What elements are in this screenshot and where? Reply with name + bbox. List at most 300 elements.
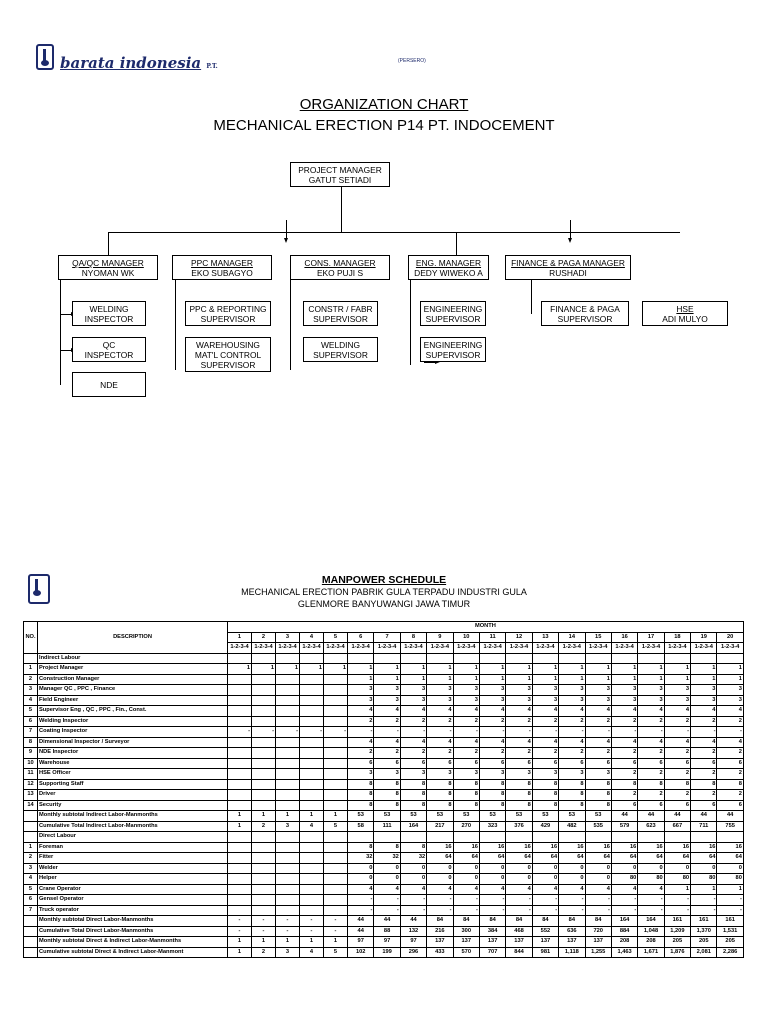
subtotal-value: 44 [717,811,743,822]
row-value: 8 [585,790,611,801]
row-value: 4 [691,737,717,748]
subtotal-value: 205 [664,937,690,948]
empty-cell [427,832,453,843]
week-label: 1-2-3-4 [559,643,585,654]
empty-cell [453,832,479,843]
row-value [252,905,276,916]
connector-eng-down [456,232,457,255]
row-desc: Crane Operator [38,884,228,895]
empty-cell [559,653,585,664]
row-value: 6 [717,758,743,769]
subtotal-value: 981 [532,947,558,958]
row-desc: Supervisor Eng , QC , PPC , Fin., Const. [38,706,228,717]
staff-line: INSPECTOR [84,314,134,324]
row-value: 8 [506,790,532,801]
row-value: 2 [532,748,558,759]
empty-cell [252,653,276,664]
row-value: 1 [664,884,690,895]
row-no: 6 [24,716,38,727]
row-value: 64 [479,853,505,864]
row-value: 6 [691,758,717,769]
row-value: 8 [559,790,585,801]
row-value: 0 [638,863,664,874]
row-value [228,884,252,895]
row-value [252,874,276,885]
row-no [24,937,38,948]
subtotal-row [24,947,744,958]
row-value [324,695,348,706]
row-value [300,748,324,759]
connector-fin-vert [531,280,532,314]
subtotal-value: 1,531 [717,926,743,937]
subtotal-value: - [228,926,252,937]
subtotal-value: 1 [324,811,348,822]
row-value: 8 [506,800,532,811]
row-value: 1 [506,664,532,675]
hse-box [642,301,728,326]
subtotal-desc: Cumulative Total Indirect Labor-Manmonths [38,821,228,832]
row-value: 1 [400,664,426,675]
staff-line: CONSTR / FABR [308,304,373,314]
row-value: - [585,727,611,738]
subtotal-value: 1 [300,937,324,948]
manpower-table [23,621,744,958]
subtotal-value: 132 [400,926,426,937]
subtotal-value: 711 [691,821,717,832]
row-value: - [585,905,611,916]
row-value: - [638,727,664,738]
week-label: 1-2-3-4 [506,643,532,654]
row-no [24,821,38,832]
manager-name: RUSHADI [549,268,587,278]
row-value [324,748,348,759]
subtotal-value: 667 [664,821,690,832]
row-value [276,884,300,895]
finance-paga-supervisor-box [541,301,629,326]
row-value: 8 [427,800,453,811]
row-value [276,674,300,685]
table-row [24,800,744,811]
row-value [300,853,324,864]
row-value [300,790,324,801]
row-value: 2 [638,748,664,759]
row-value [252,685,276,696]
row-no: 4 [24,874,38,885]
engineering-supervisor-box [420,301,486,326]
row-value: 2 [717,769,743,780]
month-number: 2 [252,632,276,643]
row-value: 1 [427,674,453,685]
subtotal-desc: Monthly subtotal Indirect Labor-Manmonths [38,811,228,822]
row-value: 0 [348,863,374,874]
row-value: 1 [348,674,374,685]
connector-ppc-vert [175,280,176,370]
row-value: 0 [348,874,374,885]
row-value: 3 [479,685,505,696]
month-number: 6 [348,632,374,643]
row-value: 3 [559,695,585,706]
row-value [276,695,300,706]
subtotal-value: 376 [506,821,532,832]
row-value [276,685,300,696]
row-value: - [300,727,324,738]
row-desc: Welding Inspector [38,716,228,727]
qa-qc-manager-box [58,255,158,280]
subtotal-row [24,821,744,832]
row-value: 4 [638,884,664,895]
row-value: 2 [559,748,585,759]
row-value: - [427,895,453,906]
subtotal-value: - [300,926,324,937]
row-value [252,884,276,895]
row-value: - [506,905,532,916]
subtotal-value: 552 [532,926,558,937]
staff-line: NDE [100,380,118,390]
row-value: 3 [664,695,690,706]
ppc-manager-box [172,255,272,280]
row-desc: Dimensional Inspector / Surveyor [38,737,228,748]
row-value: 0 [479,863,505,874]
empty-cell [559,832,585,843]
row-value: - [427,727,453,738]
row-value: 2 [611,790,637,801]
row-value: - [324,727,348,738]
row-no: 2 [24,674,38,685]
row-value: 6 [427,758,453,769]
row-value [300,674,324,685]
row-value: - [611,895,637,906]
subtotal-value: 44 [348,926,374,937]
row-value [228,716,252,727]
subtotal-value: 53 [374,811,400,822]
month-number: 3 [276,632,300,643]
week-label: 1-2-3-4 [400,643,426,654]
row-value [276,790,300,801]
row-value: 64 [691,853,717,864]
subtotal-value: 2,081 [691,947,717,958]
row-value: 16 [664,842,690,853]
row-value: 1 [664,674,690,685]
row-value: 8 [638,779,664,790]
row-value: - [559,727,585,738]
row-value [252,716,276,727]
row-value [324,779,348,790]
subtotal-value: 137 [453,937,479,948]
row-value: - [664,727,690,738]
row-value: 1 [664,664,690,675]
subtotal-value: 579 [611,821,637,832]
row-value [228,769,252,780]
month-number: 12 [506,632,532,643]
row-value: 6 [664,800,690,811]
row-value: 8 [664,779,690,790]
row-value: 2 [532,716,558,727]
manager-title: FINANCE & PAGA MANAGER [511,258,625,268]
row-value: 4 [427,737,453,748]
subtotal-value: 3 [276,947,300,958]
row-value: 2 [638,769,664,780]
row-value: - [479,905,505,916]
row-value [252,790,276,801]
row-value: - [691,905,717,916]
row-value: 0 [427,863,453,874]
week-label: 1-2-3-4 [717,643,743,654]
week-label: 1-2-3-4 [664,643,690,654]
row-no: 14 [24,800,38,811]
row-value: 2 [453,716,479,727]
month-number: 9 [427,632,453,643]
subtotal-value: 4 [300,947,324,958]
row-value: 3 [453,769,479,780]
persero-label: (PERSERO) [398,58,426,64]
row-value: 80 [638,874,664,885]
row-value: 4 [532,737,558,748]
empty-cell [664,653,690,664]
row-value: 2 [479,748,505,759]
subtotal-value: 53 [427,811,453,822]
row-value: 16 [559,842,585,853]
row-value: 0 [400,874,426,885]
row-value: 8 [506,779,532,790]
row-value: 4 [611,706,637,717]
row-value: 4 [400,737,426,748]
row-desc: Supporting Staff [38,779,228,790]
subtotal-value: 53 [559,811,585,822]
row-value: - [348,895,374,906]
row-value: 1 [252,664,276,675]
subtotal-value: 208 [638,937,664,948]
row-desc: Security [38,800,228,811]
row-value: 3 [348,769,374,780]
empty-cell [717,653,743,664]
subtotal-value: - [324,916,348,927]
empty-cell [453,653,479,664]
row-value: 2 [611,716,637,727]
subtotal-value: 1,671 [638,947,664,958]
row-no: 13 [24,790,38,801]
subtotal-value: 296 [400,947,426,958]
row-value [228,800,252,811]
row-value: 3 [585,695,611,706]
row-desc: Field Engineer [38,695,228,706]
subtotal-value: - [228,916,252,927]
row-value [276,842,300,853]
row-value: 0 [532,874,558,885]
subtotal-value: 44 [638,811,664,822]
subtotal-value: 429 [532,821,558,832]
subtotal-value: - [324,926,348,937]
row-value: 3 [479,695,505,706]
manager-name: EKO PUJI S [316,268,364,278]
company-logo-icon [36,44,54,70]
row-no: 5 [24,884,38,895]
row-value: 8 [479,790,505,801]
arrow-down-icon [284,238,288,243]
row-value: 2 [691,748,717,759]
row-value: 2 [585,748,611,759]
row-no: 1 [24,842,38,853]
staff-line: ENGINEERING [423,304,483,314]
row-value: - [532,895,558,906]
row-value: 4 [559,884,585,895]
row-value: 3 [427,685,453,696]
row-value: 3 [348,695,374,706]
row-value: 1 [479,674,505,685]
row-value: 1 [559,664,585,675]
subtotal-value: 1 [228,811,252,822]
row-value: 4 [532,884,558,895]
subtotal-value: 755 [717,821,743,832]
subtotal-value: 1 [276,937,300,948]
row-value: - [453,895,479,906]
subtotal-value: 84 [453,916,479,927]
subtotal-value: 535 [585,821,611,832]
row-value [228,685,252,696]
subtotal-value: 44 [374,916,400,927]
connector-qa-vert [60,280,61,385]
table-row [24,874,744,885]
week-label: 1-2-3-4 [638,643,664,654]
row-no: 10 [24,758,38,769]
row-value: 8 [532,790,558,801]
row-value: 8 [348,800,374,811]
table-row [24,842,744,853]
row-value [324,863,348,874]
row-value: 1 [559,674,585,685]
row-value: 1 [427,664,453,675]
week-label: 1-2-3-4 [252,643,276,654]
project-manager-box [290,162,390,187]
row-value [228,674,252,685]
row-value: 4 [717,737,743,748]
col-desc-header: DESCRIPTION [38,622,228,654]
row-value [252,895,276,906]
row-value: 0 [717,863,743,874]
week-label: 1-2-3-4 [427,643,453,654]
subtotal-value: 3 [276,821,300,832]
empty-cell [324,653,348,664]
manager-name: DEDY WIWEKO A [414,268,483,278]
subtotal-value: 1,118 [559,947,585,958]
month-number: 11 [479,632,505,643]
table-row [24,790,744,801]
subtotal-value: 137 [532,937,558,948]
row-value: 64 [559,853,585,864]
row-value: 0 [400,863,426,874]
subtotal-value: 53 [479,811,505,822]
staff-line: MAT'L CONTROL [194,350,262,360]
row-value: 4 [691,706,717,717]
row-value: 4 [348,884,374,895]
row-value: 2 [611,748,637,759]
row-value: 16 [611,842,637,853]
row-value: 64 [427,853,453,864]
row-value: - [717,727,743,738]
row-value [324,790,348,801]
subtotal-value: 199 [374,947,400,958]
empty-cell [585,653,611,664]
empty-cell [664,832,690,843]
row-value: - [559,905,585,916]
empty-cell [532,653,558,664]
row-value: - [348,905,374,916]
row-value [324,716,348,727]
row-value [276,748,300,759]
subtotal-value: 84 [506,916,532,927]
subtotal-value: 137 [427,937,453,948]
row-value [276,769,300,780]
row-value: 3 [400,769,426,780]
row-value: 4 [717,706,743,717]
subtotal-value: 44 [691,811,717,822]
row-value: 6 [691,800,717,811]
row-value: 8 [374,790,400,801]
staff-line: SUPERVISOR [557,314,613,324]
row-value: 2 [427,748,453,759]
staff-line: WELDING [320,340,361,350]
empty-cell [638,832,664,843]
subtotal-value: 482 [559,821,585,832]
row-value: 2 [664,748,690,759]
row-value: 2 [691,769,717,780]
empty-cell [506,832,532,843]
row-value: 16 [427,842,453,853]
week-label: 1-2-3-4 [374,643,400,654]
row-value [300,842,324,853]
subtotal-value: 1,048 [638,926,664,937]
row-value [300,695,324,706]
row-value: - [252,727,276,738]
row-value: 4 [638,737,664,748]
subtotal-value: 161 [691,916,717,927]
row-value: 3 [664,685,690,696]
row-value: 1 [691,884,717,895]
subtotal-value: - [252,916,276,927]
row-value: 1 [717,664,743,675]
hse-title: HSE [676,304,694,314]
row-value: 4 [453,737,479,748]
row-value: 4 [400,884,426,895]
row-value: 6 [374,758,400,769]
row-value [228,706,252,717]
row-value: 6 [479,758,505,769]
row-value: 8 [400,790,426,801]
row-value [252,748,276,759]
row-value: 3 [506,695,532,706]
row-value: 0 [506,863,532,874]
subtotal-value: 216 [427,926,453,937]
empty-cell [638,653,664,664]
row-value: 16 [717,842,743,853]
row-value: 32 [374,853,400,864]
subtotal-value: 1 [252,937,276,948]
nde-box [72,372,146,397]
row-value: 8 [453,790,479,801]
row-value [228,779,252,790]
row-value: - [479,895,505,906]
row-no: 1 [24,664,38,675]
subtotal-value: 884 [611,926,637,937]
project-manager-name: GATUT SETIADI [308,175,372,185]
table-row [24,769,744,780]
empty-cell [276,832,300,843]
subtotal-value: - [252,926,276,937]
row-value: 1 [228,664,252,675]
welding-inspector-box [72,301,146,326]
row-value [300,758,324,769]
row-no: 3 [24,863,38,874]
row-value: 6 [453,758,479,769]
